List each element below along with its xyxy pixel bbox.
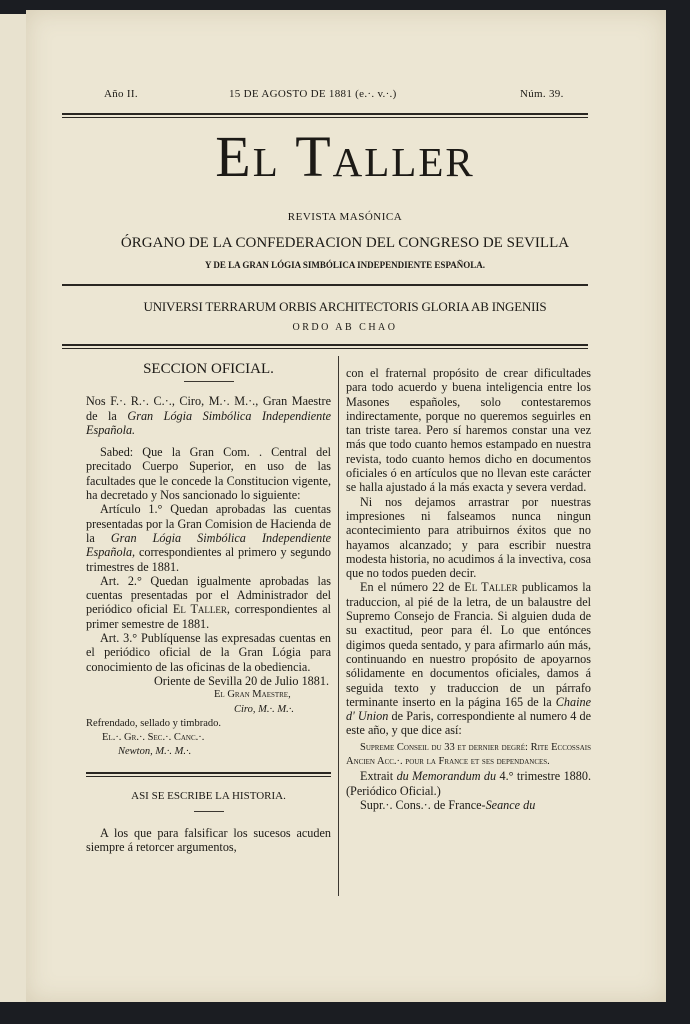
right-paragraph-2: Ni nos dejamos arrastrar por nuestras impresiones ni falseamos nunca ningun acontecimiento para atribuirnos éxitos que no hayamos alcanzado; y para escribir nuestra modesta historia, no acudimos á la invectiva, cosa que no todos pueden decir.: [346, 494, 591, 581]
section-title-underline: [184, 381, 234, 382]
supr-cons-line: Supr.·. Cons.·. de France-Seance du: [360, 797, 536, 812]
article-3: Art. 3.° Publíquense las expresadas cuentas en el periódico oficial de la Gran Lógia para conocimiento de las oficinas de la obediencia.: [86, 631, 331, 674]
article-paragraph-1: A los que para falsificar los sucesos acuden siempre á retorcer argumentos,: [86, 826, 331, 855]
column-divider: [338, 356, 339, 896]
right-paragraph-1: con el fraternal propósito de crear dificultades para todo acuerdo y buena inteligencia entre los Masones españoles, solo contestaremos indirectamente, porque no queremos seguirles en tan triste tarea. Pero sí haremos constar una vez más que todo cuanto hemos estampado en nuestra revista, todo cuanto hemos dicho en documentos oficiales ó en artículos que no llevan este carácter se halla ajustado á la más exacta y severa verdad.: [346, 366, 591, 495]
header-rule-thin: [62, 117, 588, 118]
refrendado-line: Refrendado, sellado y timbrado.: [86, 717, 222, 729]
issue-date: 15 DE AGOSTO DE 1881 (e.·. v.·.): [229, 88, 397, 100]
ordo-ab-chao: ORDO AB CHAO: [292, 322, 398, 333]
columns-top-rule-thin: [62, 348, 588, 349]
motto: UNIVERSI TERRARUM ORBIS ARCHITECTORIS GLORIA AB INGENIIS: [143, 299, 547, 314]
left-column: [86, 362, 331, 855]
masthead-subtitle: REVISTA MASÓNICA: [287, 211, 403, 223]
place-date: Oriente de Sevilla 20 de Julio 1881.: [154, 673, 329, 688]
right-column: [346, 366, 591, 812]
article-1: Artículo 1.° Quedan aprobadas las cuentas presentadas por la Gran Comision de Hacienda de la Gran Lógia Simbólica Independiente Española, correspondientes al primero y segundo trimestres de 1881.: [86, 502, 332, 574]
extrait-line: Extrait du Memorandum du 4.° trimestre 1880. (Periódico Oficial.): [346, 769, 592, 798]
right-paragraph-3: En el número 22 de El Taller publicamos la traduccion, al pié de la letra, de un balaustre del Supremo Consejo de Francia. Si alguien duda de su exactitud, peor para él. Lo que entónces digimos queda sentado, y para afirmarlo aún más, continuando en nuestro propósito de apoyarnos sólidamente en documentos oficiales, damos á seguida texto y traduccion de un párrafo terminante inserto en la página 165 de la Chaine d' Union de Paris, correspondiente al numero 4 de este año, y que dice así:: [346, 580, 592, 738]
article-title-underline: [194, 811, 224, 812]
article-rule-thin: [86, 776, 331, 777]
masthead-rule: [62, 284, 588, 286]
year-label: Año II.: [104, 88, 138, 100]
signature-newton: Newton, M.·. M.·.: [118, 746, 192, 758]
signature-title-gr: El.·. Gr.·. Sec.·. Canc.·.: [102, 732, 205, 744]
masthead-title: El Taller: [215, 124, 475, 189]
article-2: Art. 2.° Quedan igualmente aprobadas las cuentas presentadas por el Administrador del periódico oficial El Taller, correspondientes al primer semestre de 1881.: [86, 573, 332, 631]
paragraph-sabed: Sabed: Que la Gran Com. . Central del precitado Cuerpo Superior, en uso de las facultades que le concede la Constitucion vigente, ha decretado y Nos sancionado lo siguiente:: [86, 445, 331, 503]
header-rule: [62, 113, 588, 115]
quoted-heading: Supreme Conseil du 33 et dernier degré: Rite Eccossais Ancien Acc.·. pour la France et ses dependances.: [346, 741, 591, 768]
decree-lead: Nos F.·. R.·. C.·., Ciro, M.·. M.·., Gran Maestre de la Gran Lógia Simbólica Independiente Española.: [86, 394, 331, 437]
gran-logia-line: Y DE LA GRAN LÓGIA SIMBÓLICA INDEPENDIENTE ESPAÑOLA.: [204, 260, 486, 270]
organ-line: ÓRGANO DE LA CONFEDERACION DEL CONGRESO DE SEVILLA: [120, 235, 570, 251]
signature-ciro: Ciro, M.·. M.·.: [234, 703, 294, 715]
section-title: SECCION OFICIAL.: [143, 361, 274, 377]
article-title: ASI SE ESCRIBE LA HISTORIA.: [131, 789, 286, 802]
signature-title-gm: El Gran Maestre,: [214, 689, 291, 701]
article-rule: [86, 772, 331, 774]
issue-number: Núm. 39.: [520, 88, 564, 100]
columns-top-rule: [62, 344, 588, 346]
